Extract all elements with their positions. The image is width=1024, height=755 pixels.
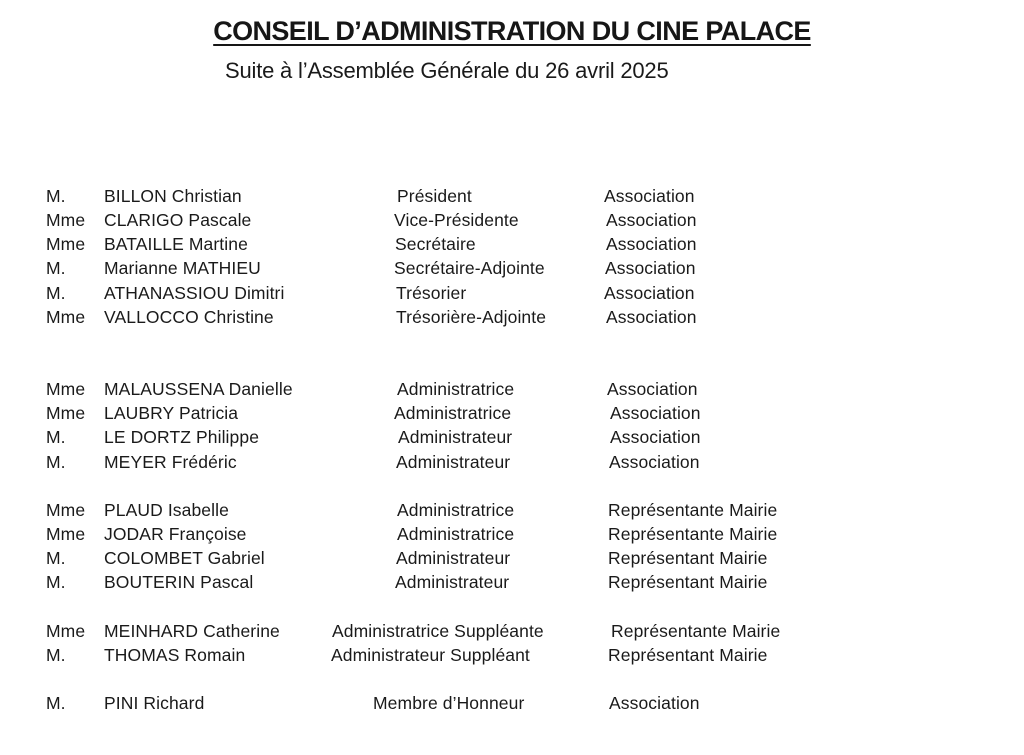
member-civility: M. bbox=[46, 572, 66, 592]
member-role: Membre d’Honneur bbox=[373, 693, 525, 713]
member-affiliation: Association bbox=[605, 258, 696, 278]
member-name: BOUTERIN Pascal bbox=[104, 572, 254, 592]
member-row bbox=[0, 184, 1024, 208]
member-name: MEINHARD Catherine bbox=[104, 621, 280, 641]
member-row bbox=[0, 305, 1024, 329]
member-civility: M. bbox=[46, 186, 66, 206]
member-name: MEYER Frédéric bbox=[104, 452, 237, 472]
member-row bbox=[0, 546, 1024, 570]
member-row bbox=[0, 256, 1024, 280]
member-civility: Mme bbox=[46, 307, 86, 327]
member-name: THOMAS Romain bbox=[104, 645, 246, 665]
member-row bbox=[0, 232, 1024, 256]
member-civility: Mme bbox=[46, 379, 86, 399]
member-row bbox=[0, 401, 1024, 425]
member-role: Secrétaire-Adjointe bbox=[394, 258, 545, 278]
member-name: CLARIGO Pascale bbox=[104, 210, 252, 230]
page-subtitle: Suite à l’Assemblée Générale du 26 avril 2025 bbox=[225, 58, 669, 83]
member-civility: M. bbox=[46, 452, 66, 472]
member-role: Vice-Présidente bbox=[394, 210, 519, 230]
member-affiliation: Association bbox=[610, 427, 701, 447]
member-row bbox=[0, 522, 1024, 546]
member-name: ATHANASSIOU Dimitri bbox=[104, 283, 285, 303]
member-name: COLOMBET Gabriel bbox=[104, 548, 265, 568]
member-affiliation: Représentante Mairie bbox=[608, 524, 778, 544]
member-civility: M. bbox=[46, 283, 66, 303]
member-civility: Mme bbox=[46, 524, 86, 544]
member-civility: Mme bbox=[46, 403, 86, 423]
member-name: BATAILLE Martine bbox=[104, 234, 248, 254]
member-role: Président bbox=[397, 186, 472, 206]
member-civility: Mme bbox=[46, 234, 86, 254]
member-role: Administrateur bbox=[396, 548, 511, 568]
member-row bbox=[0, 643, 1024, 667]
member-role: Administratrice bbox=[397, 500, 515, 520]
member-affiliation: Association bbox=[604, 186, 695, 206]
member-row bbox=[0, 425, 1024, 449]
member-civility: M. bbox=[46, 693, 66, 713]
member-civility: Mme bbox=[46, 500, 86, 520]
member-affiliation: Représentante Mairie bbox=[608, 500, 778, 520]
member-role: Administratrice bbox=[394, 403, 512, 423]
member-name: VALLOCCO Christine bbox=[104, 307, 274, 327]
member-affiliation: Représentant Mairie bbox=[608, 645, 768, 665]
member-name: LAUBRY Patricia bbox=[104, 403, 239, 423]
member-affiliation: Association bbox=[607, 379, 698, 399]
member-role: Trésorière-Adjointe bbox=[396, 307, 547, 327]
member-name: MALAUSSENA Danielle bbox=[104, 379, 293, 399]
member-row bbox=[0, 691, 1024, 715]
member-civility: M. bbox=[46, 548, 66, 568]
member-affiliation: Représentant Mairie bbox=[608, 548, 768, 568]
member-name: Marianne MATHIEU bbox=[104, 258, 261, 278]
member-affiliation: Représentant Mairie bbox=[608, 572, 768, 592]
member-role: Administratrice bbox=[397, 524, 515, 544]
member-role: Administrateur bbox=[398, 427, 513, 447]
member-affiliation: Association bbox=[609, 693, 700, 713]
page-title: CONSEIL D’ADMINISTRATION DU CINE PALACE bbox=[213, 16, 811, 46]
member-civility: M. bbox=[46, 645, 66, 665]
member-role: Secrétaire bbox=[395, 234, 476, 254]
member-row bbox=[0, 570, 1024, 594]
member-civility: Mme bbox=[46, 210, 86, 230]
member-name: BILLON Christian bbox=[104, 186, 242, 206]
member-row bbox=[0, 208, 1024, 232]
member-name: PINI Richard bbox=[104, 693, 205, 713]
member-role: Administrateur bbox=[396, 452, 511, 472]
member-row bbox=[0, 619, 1024, 643]
member-affiliation: Association bbox=[606, 210, 697, 230]
member-civility: M. bbox=[46, 258, 66, 278]
member-civility: Mme bbox=[46, 621, 86, 641]
member-row bbox=[0, 450, 1024, 474]
member-name: PLAUD Isabelle bbox=[104, 500, 229, 520]
member-role: Trésorier bbox=[396, 283, 467, 303]
member-role: Administratrice bbox=[397, 379, 515, 399]
member-row bbox=[0, 498, 1024, 522]
member-role: Administrateur bbox=[395, 572, 510, 592]
member-row bbox=[0, 377, 1024, 401]
member-affiliation: Association bbox=[610, 403, 701, 423]
member-affiliation: Association bbox=[606, 307, 697, 327]
member-row bbox=[0, 281, 1024, 305]
member-name: JODAR Françoise bbox=[104, 524, 247, 544]
member-affiliation: Association bbox=[604, 283, 695, 303]
member-affiliation: Association bbox=[609, 452, 700, 472]
member-civility: M. bbox=[46, 427, 66, 447]
member-name: LE DORTZ Philippe bbox=[104, 427, 260, 447]
member-role: Administrateur Suppléant bbox=[331, 645, 530, 665]
member-affiliation: Représentante Mairie bbox=[611, 621, 781, 641]
member-affiliation: Association bbox=[606, 234, 697, 254]
member-role: Administratrice Suppléante bbox=[332, 621, 544, 641]
